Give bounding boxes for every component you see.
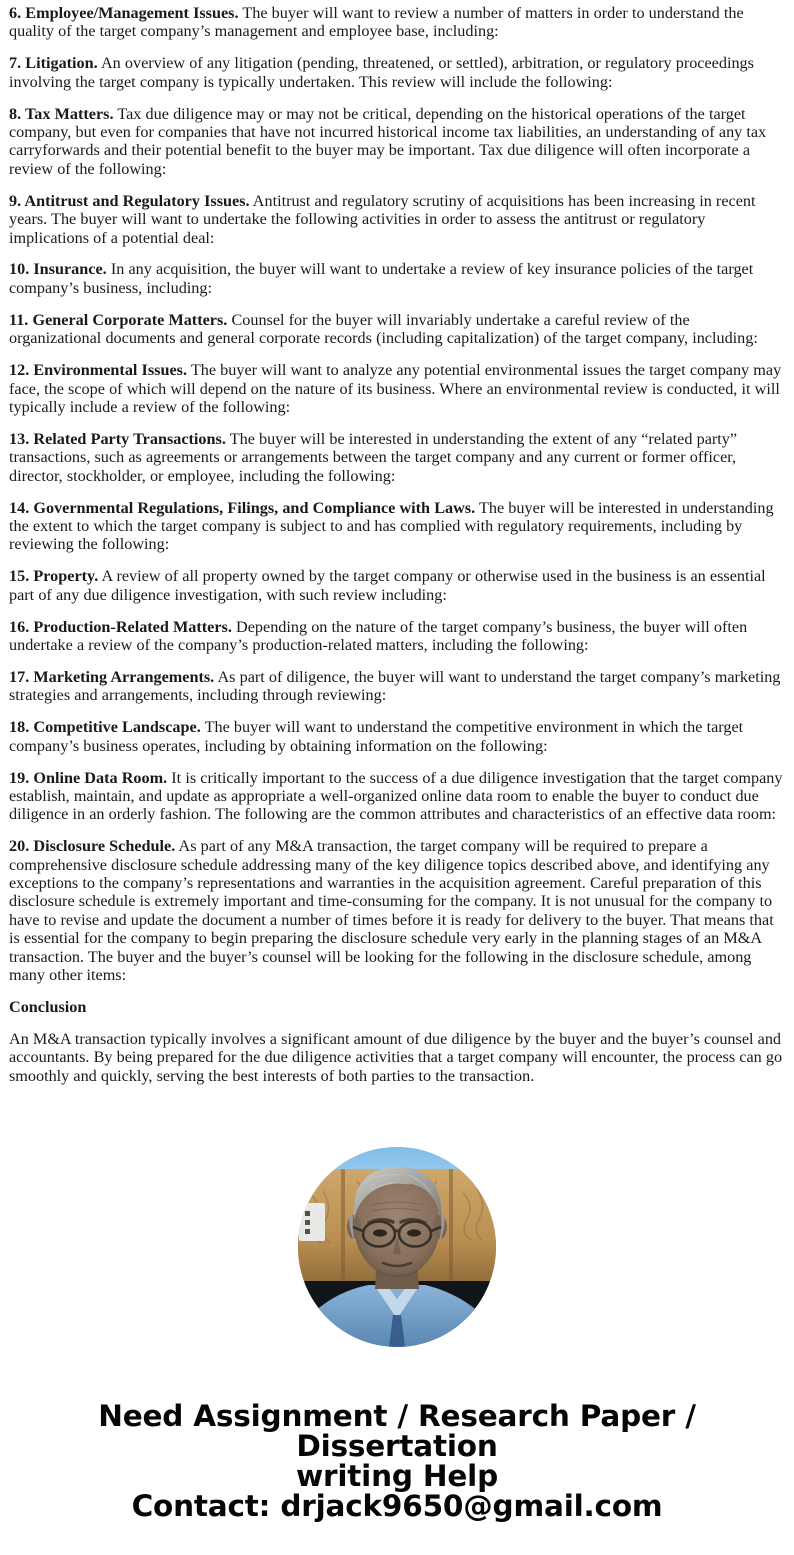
avatar-portrait-illustration xyxy=(298,1147,496,1347)
section-paragraph-7 xyxy=(9,54,785,91)
footer-line-2: writing Help xyxy=(295,1459,499,1494)
section-lead-14: 14. Governmental Regulations, Filings, and Compliance with Laws. xyxy=(9,498,476,517)
section-paragraph-11 xyxy=(9,311,785,348)
section-lead-9: 9. Antitrust and Regulatory Issues. xyxy=(9,191,250,210)
section-paragraph-8 xyxy=(9,105,785,179)
section-paragraph-18 xyxy=(9,718,785,755)
section-text-11: Counsel for the buyer will invariably undertake a careful review of the organizational documents and general corporate records (including capitalization) of the target company, including: xyxy=(9,310,758,348)
footer-line-1: Need Assignment / Research Paper / Dissertation xyxy=(98,1399,696,1464)
section-text-9: Antitrust and regulatory scrutiny of acquisitions has been increasing in recent years. The buyer will want to undertake the following activities in order to assess the antitrust or regulatory implications of a potential deal: xyxy=(9,191,756,247)
section-text-16: Depending on the nature of the target company’s business, the buyer will often undertake a review of the company’s production-related matters, including the following: xyxy=(9,617,748,654)
section-paragraph-6 xyxy=(9,4,785,41)
section-paragraph-16 xyxy=(9,618,785,655)
section-text-10: In any acquisition, the buyer will want to undertake a review of key insurance policies of the target company’s business, including: xyxy=(9,260,754,297)
avatar xyxy=(298,1147,496,1347)
profile-photo-block xyxy=(9,1147,785,1347)
section-text-20: As part of any M&A transaction, the target company will be required to prepare a comprehensive disclosure schedule addressing many of the key diligence topics described above, and identifying any exceptions to the company’s representations and warranties in the acquisition agreement. Careful preparation of this disclosure schedule is extremely important and time-consuming for the company. It is not unusual for the company to have to revise and update the document a number of times before it is ready for delivery to the buyer. That means that is essential for the company to begin preparing the disclosure schedule very early in the planning stages of an M&A transaction. The buyer and the buyer’s counsel will be looking for the following in the disclosure schedule, among many other items: xyxy=(9,837,774,985)
footer-contact-banner xyxy=(9,1399,785,1524)
section-text-8: Tax due diligence may or may not be critical, depending on the historical operations of the target company, but even for companies that have not incurred historical income tax liabilities, an understanding of any tax carryforwards and their potential benefit to the buyer may be important. Tax due diligence will often incorporate a review of the following: xyxy=(9,104,767,178)
section-text-12: The buyer will want to analyze any potential environmental issues the target company may face, the scope of which will depend on the nature of its business. Where an environmental review is conducted, it will typically include a review of the following: xyxy=(9,361,782,416)
section-lead-12: 12. Environmental Issues. xyxy=(9,361,187,380)
section-text-15: A review of all property owned by the target company or otherwise used in the business is an essential part of any due diligence investigation, with such review including: xyxy=(9,567,766,604)
section-lead-8: 8. Tax Matters. xyxy=(9,104,114,123)
section-text-7: An overview of any litigation (pending, threatened, or settled), arbitration, or regulatory proceedings involving the target company is typically undertaken. This review will include the following: xyxy=(9,54,754,91)
section-lead-19: 19. Online Data Room. xyxy=(9,768,168,787)
section-text-13: The buyer will be interested in understanding the extent of any “related party” transactions, such as agreements or arrangements between the target company and any current or former officer, director, stockholder, or employee, including the following: xyxy=(9,429,738,485)
bottom-spacer xyxy=(9,1521,785,1555)
section-paragraph-12 xyxy=(9,361,785,416)
section-lead-6: 6. Employee/Management Issues. xyxy=(9,4,239,22)
section-text-6: The buyer will want to review a number of matters in order to understand the quality of the target company’s management and employee base, including: xyxy=(9,4,744,41)
section-paragraph-13 xyxy=(9,430,785,485)
section-paragraph-9 xyxy=(9,192,785,247)
section-paragraph-19 xyxy=(9,769,785,824)
footer-line-3: Contact: drjack9650@gmail.com xyxy=(131,1489,663,1524)
section-lead-16: 16. Production-Related Matters. xyxy=(9,617,232,636)
section-lead-7: 7. Litigation. xyxy=(9,54,98,73)
section-text-17: As part of diligence, the buyer will want to understand the target company’s marketing strategies and arrangements, including through reviewing: xyxy=(9,667,781,705)
section-lead-20: 20. Disclosure Schedule. xyxy=(9,837,176,856)
section-lead-17: 17. Marketing Arrangements. xyxy=(9,667,215,686)
section-paragraph-20 xyxy=(9,837,785,984)
section-paragraph-14 xyxy=(9,499,785,554)
conclusion-heading: Conclusion xyxy=(9,997,87,1016)
section-paragraph-15 xyxy=(9,567,785,604)
section-lead-11: 11. General Corporate Matters. xyxy=(9,310,228,329)
section-lead-15: 15. Property. xyxy=(9,567,99,586)
section-text-18: The buyer will want to understand the competitive environment in which the target company’s business operates, including by obtaining information on the following: xyxy=(9,718,744,755)
section-text-19: It is critically important to the success of a due diligence investigation that the target company establish, maintain, and update as appropriate a well-organized online data room to enable the buyer to conduct due diligence in an orderly fashion. The following are the common attributes and characteristics of an effective data room: xyxy=(9,768,783,824)
conclusion-paragraph: An M&A transaction typically involves a significant amount of due diligence by the buyer and the buyer’s counsel and accountants. By being prepared for the due diligence activities that a target company will encounter, the process can go smoothly and quickly, serving the best interests of both parties to the transaction. xyxy=(9,1029,783,1085)
section-paragraph-10 xyxy=(9,260,785,297)
document-body xyxy=(9,0,785,1085)
section-lead-18: 18. Competitive Landscape. xyxy=(9,718,201,737)
section-paragraph-17 xyxy=(9,668,785,705)
section-text-14: The buyer will be interested in understanding the extent to which the target company is subject to and has complied with regulatory requirements, including by reviewing the following: xyxy=(9,498,774,554)
section-lead-10: 10. Insurance. xyxy=(9,260,107,279)
section-lead-13: 13. Related Party Transactions. xyxy=(9,429,226,448)
